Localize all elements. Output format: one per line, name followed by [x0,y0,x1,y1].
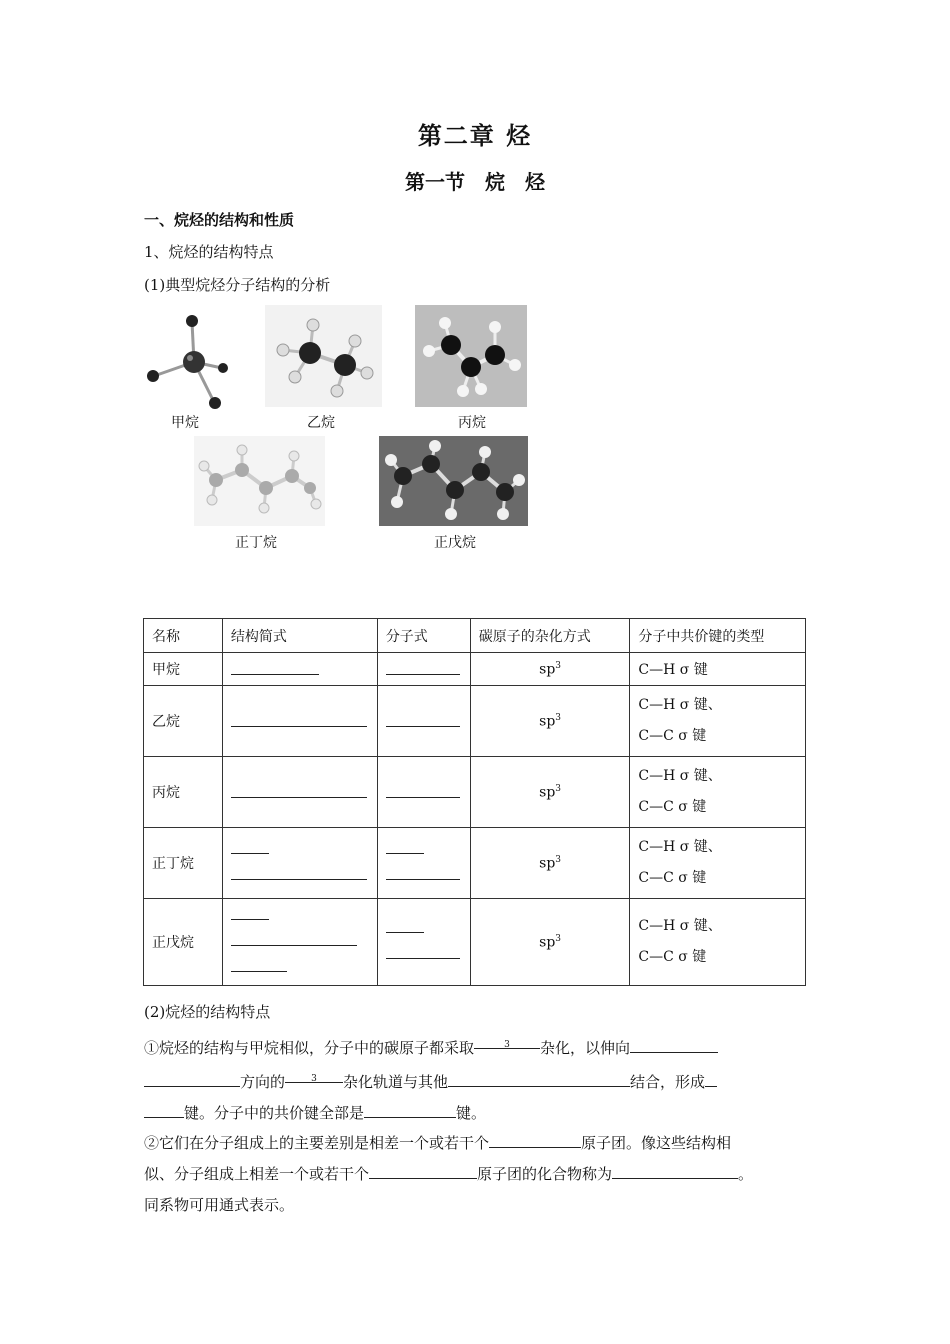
table-row [144,899,806,986]
formula-blank[interactable] [377,899,470,986]
header-name: 名称 [144,619,223,653]
hybridization-cell: $sp^3$ [470,653,630,686]
label-pentane: 正戊烷 [434,535,476,551]
hybridization-cell: $sp^3$ [470,757,630,828]
row-name: 丙烷 [144,757,223,828]
heading-typical-analysis: (1)典型烷烃分子结构的分析 [144,276,331,294]
header-bond-type: 分子中共价键的类型 [630,619,806,653]
answer-blank[interactable] [144,1099,184,1118]
butane-model-image [194,436,325,526]
section-title: 第一节 烷 烃 [405,170,545,194]
bond-cell: C—H σ 键、 C—C σ 键 [630,757,806,828]
structure-blank[interactable] [222,653,377,686]
answer-blank[interactable] [369,1160,477,1179]
formula-blank[interactable] [377,686,470,757]
structure-blank[interactable] [222,757,377,828]
paragraph-structure-2: ②它们在分子组成上的主要差别是相差一个或若干个 原子团。像这些结构相 似、分子组成上相差一个或若干个 原子团的化合物称为 。 同系物可用通式表示。 [144,1128,806,1221]
pentane-model-image [379,436,528,526]
label-propane: 丙烷 [458,415,486,431]
answer-blank[interactable] [489,1129,581,1148]
heading-structure-characteristics: (2)烷烃的结构特点 [144,1003,271,1021]
heading-structure-features: 1、烷烃的结构特点 [144,243,274,261]
answer-blank[interactable] [705,1068,717,1087]
header-structure: 结构简式 [222,619,377,653]
answer-blank[interactable] [144,1068,240,1087]
hybridization-cell: $sp^3$ [470,899,630,986]
propane-model-image [415,305,527,407]
answer-blank[interactable]: 3 [285,1064,343,1083]
label-ethane: 乙烷 [307,415,335,431]
table-header-row [144,619,806,653]
bond-cell: C—H σ 键 [630,653,806,686]
row-name: 正戊烷 [144,899,223,986]
answer-blank[interactable] [630,1034,718,1053]
structure-blank[interactable] [222,899,377,986]
answer-blank[interactable] [448,1068,630,1087]
hybridization-cell: $sp^3$ [470,686,630,757]
label-methane: 甲烷 [171,415,199,431]
bond-cell: C—H σ 键、 C—C σ 键 [630,899,806,986]
header-hybridization: 碳原子的杂化方式 [470,619,630,653]
bond-cell: C—H σ 键、 C—C σ 键 [630,828,806,899]
label-butane: 正丁烷 [235,535,277,551]
alkane-properties-table [143,618,806,986]
bond-cell: C—H σ 键、 C—C σ 键 [630,686,806,757]
row-name: 正丁烷 [144,828,223,899]
methane-model-image [140,310,240,410]
paragraph-structure-1: ①烷烃的结构与甲烷相似，分子中的碳原子都采取 $^3$ 杂化，以伸向 方向的 $^3$ 杂化轨道与其他 结合，形成 键。分子中的共价键全部是 键。 [144,1030,806,1129]
table-row [144,653,806,686]
table-row [144,686,806,757]
table-row [144,757,806,828]
formula-blank[interactable] [377,653,470,686]
ethane-model-image [265,305,382,407]
structure-blank[interactable] [222,686,377,757]
formula-blank[interactable] [377,757,470,828]
table-row [144,828,806,899]
answer-blank[interactable] [612,1160,738,1179]
row-name: 甲烷 [144,653,223,686]
structure-blank[interactable] [222,828,377,899]
formula-blank[interactable] [377,828,470,899]
chapter-title: 第二章 烃 [417,122,533,150]
heading-structure-properties: 一、烷烃的结构和性质 [144,211,295,229]
answer-blank[interactable]: 3 [474,1030,540,1049]
row-name: 乙烷 [144,686,223,757]
header-formula: 分子式 [377,619,470,653]
answer-blank[interactable] [364,1099,456,1118]
hybridization-cell: $sp^3$ [470,828,630,899]
